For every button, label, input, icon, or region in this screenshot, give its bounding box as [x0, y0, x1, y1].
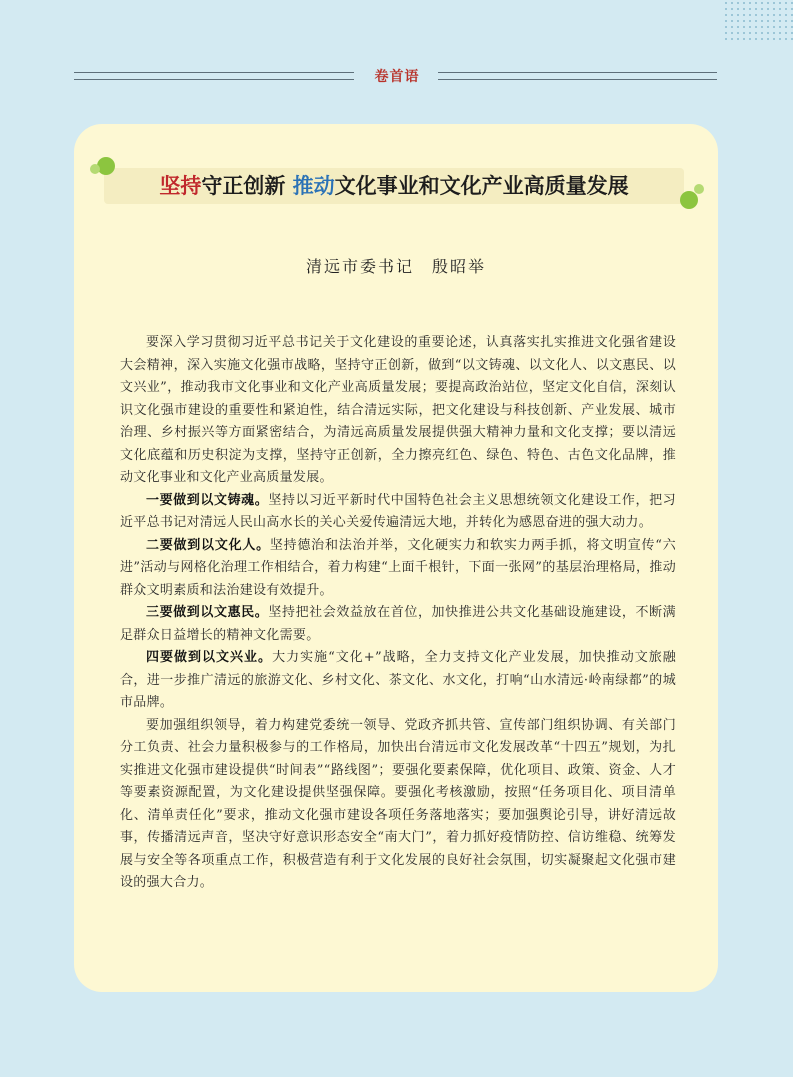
paragraph-point-2 [120, 535, 676, 603]
paragraph-text: 坚持以习近平新时代中国特色社会主义思想统领文化建设工作，把习近平总书记对清远人民山高水长的关心关爱传遍清远大地，并转化为感恩奋进的强大动力。 [120, 492, 676, 530]
paragraph-closing [120, 715, 676, 895]
title-highlight-blue: 推动 [292, 173, 335, 198]
paragraph-point-3 [120, 602, 676, 647]
paragraph-point-1 [120, 490, 676, 535]
paragraph-intro [120, 332, 676, 490]
paragraph-text: 要深入学习贯彻习近平总书记关于文化建设的重要论述，认真落实扎实推进文化强省建设大会精神，深入实施文化强市战略，坚持守正创新，做到“以文铸魂、以文化人、以文惠民、以文兴业”，推动我市文化事业和文化产业高质量发展；要提高政治站位，坚定文化自信，深刻认识文化强市建设的重要性和紧迫性，结合清远实际，把文化建设与科技创新、产业发展、城市治理、乡村振兴等方面紧密结合，为清远高质量发展提供强大精神力量和文化支撑；要以清远文化底蕴和历史积淀为支撑，坚持守正创新，全力擦亮红色、绿色、特色、古色文化品牌，推动文化事业和文化产业高质量发展。 [120, 335, 676, 485]
paragraph-text: 大力实施“文化+”战略，全力支持文化产业发展，加快推动文旅融合，进一步推广清远的旅游文化、乡村文化、茶文化、水文化，打响“山水清远·岭南绿都”的城市品牌。 [120, 650, 677, 710]
article-title [104, 168, 684, 204]
leaf-decoration-right-small [694, 184, 704, 194]
paragraph-lead: 二要做到以文化人。 [146, 537, 270, 553]
section-header [74, 62, 717, 90]
corner-dot-pattern [723, 0, 793, 40]
title-part-1: 守正创新 [201, 173, 293, 198]
article-card [74, 124, 718, 992]
header-rule-right [438, 72, 717, 80]
article-body [120, 332, 676, 895]
paragraph-text: 坚持把社会效益放在首位，加快推进公共文化基础设施建设，不断满足群众日益增长的精神文化需要。 [120, 605, 676, 643]
title-part-2: 文化事业和文化产业高质量发展 [334, 173, 629, 198]
paragraph-text: 坚持德治和法治并举，文化硬实力和软实力两手抓，将文明宣传“六进”活动与网格化治理工作相结合，着力构建“上面千根针，下面一张网”的基层治理格局，推动群众文明素质和法治建设有效提升。 [120, 537, 676, 598]
paragraph-text: 要加强组织领导，着力构建党委统一领导、党政齐抓共管、宣传部门组织协调、有关部门分工负责、社会力量积极参与的工作格局，加快出台清远市文化发展改革“十四五”规划，为扎实推进文化强市建设提供“时间表”“路线图”；要强化要素保障，优化项目、政策、资金、人才等要素资源配置，为文化建设提供坚强保障。要强化考核激励，按照“任务项目化、项目清单化、清单责任化”要求，推动文化强市建设各项任务落地落实；要加强舆论引导，讲好清远故事，传播清远声音，坚决守好意识形态安全“南大门”，着力抓好疫情防控、信访维稳、统筹发展与安全等各项重点工作，积极营造有利于文化发展的良好社会氛围，切实凝聚起文化强市建设的强大合力。 [120, 717, 676, 890]
paragraph-point-4 [120, 647, 676, 715]
paragraph-lead: 一要做到以文铸魂。 [146, 492, 269, 508]
paragraph-lead: 三要做到以文惠民。 [146, 605, 269, 620]
header-rule-left [74, 72, 354, 80]
leaf-decoration-left-small [90, 164, 100, 174]
article-author: 清远市委书记 殷昭举 [305, 257, 486, 276]
paragraph-lead: 四要做到以文兴业。 [146, 650, 273, 665]
title-highlight-red: 坚持 [159, 173, 202, 198]
section-label: 卷首语 [374, 69, 420, 85]
